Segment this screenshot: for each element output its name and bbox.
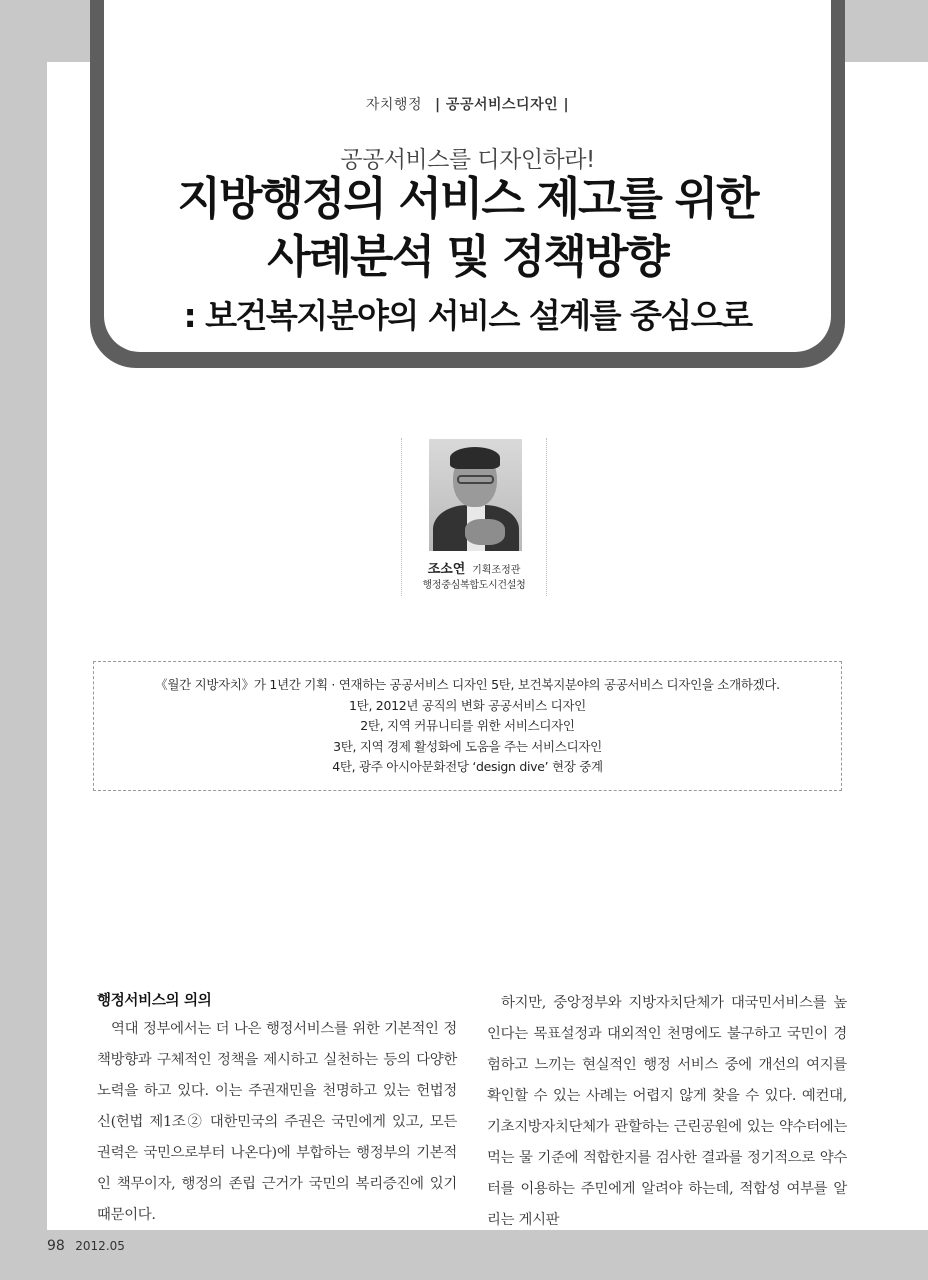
- category-name: | 공공서비스디자인 |: [434, 97, 570, 113]
- title-line-2: 사례분석 및 정책방향: [267, 230, 668, 283]
- intro-line: 2탄, 지역 커뮤니티를 위한 서비스디자인: [360, 718, 575, 733]
- page-number: 98: [47, 1238, 65, 1254]
- intro-line: 4탄, 광주 아시아문화전당 ‘design dive’ 현장 중계: [332, 759, 603, 774]
- intro-line: 3탄, 지역 경제 활성화에 도움을 주는 서비스디자인: [333, 738, 602, 754]
- article-title-sub: : 보건복지분야의 서비스 설계를 중심으로: [183, 296, 752, 335]
- article-subtitle: 공공서비스를 디자인하라!: [340, 147, 595, 173]
- section-heading: 행정서비스의 의의: [97, 993, 212, 1009]
- page-footer: [47, 1238, 125, 1254]
- intro-line: 1탄, 2012년 공직의 변화 공공서비스 디자인: [349, 697, 586, 713]
- author-position: 기획조정관: [472, 565, 521, 576]
- body-column-right: [487, 988, 847, 1236]
- section-name: 자치행정: [365, 97, 422, 113]
- author-name-line: [401, 558, 547, 577]
- body-paragraph: 역대 정부에서는 더 나은 행정서비스를 위한 기본적인 정책방향과 구체적인 정책을 제시하고 실천하는 등의 다양한 노력을 하고 있다. 이는 주권재민을 천명하고 있는 헌법정신(헌법 제1조② 대한민국의 주권은 국민에게 있고, 모든 권력은 국민으로부터 나온다)에 부합하는 행정부의 기본적인 책무이자, 행정의 존립 근거가 국민의 복리증진에 있기 때문이다.: [97, 1021, 457, 1223]
- section-label: [104, 94, 831, 114]
- body-column-left: [97, 988, 457, 1231]
- author-organization: 행정중심복합도시건설청: [422, 580, 526, 591]
- author-name: 조소연: [427, 562, 466, 577]
- series-intro-box: [93, 661, 842, 791]
- article-title: [104, 170, 831, 286]
- body-paragraph: 하지만, 중앙정부와 지방자치단체가 대국민서비스를 높인다는 목표설정과 대외적인 천명에도 불구하고 국민이 경험하고 느끼는 현실적인 행정 서비스 중에 개선의 여지를 확인할 수 있는 사례는 어렵지 않게 찾을 수 있다. 예컨대, 기초지방자치단체가 관할하는 근린공원에 있는 약수터에는 먹는 물 기준에 적합한지를 검사한 결과를 정기적으로 약수터를 이용하는 주민에게 알려야 하는데, 적합성 여부를 알리는 게시판: [487, 995, 847, 1228]
- intro-line: 《월간 지방자치》가 1년간 기획 · 연재하는 공공서비스 디자인 5탄, 보건복지분야의 공공서비스 디자인을 소개하겠다.: [155, 677, 780, 692]
- author-photo: [429, 439, 522, 551]
- issue-date: 2012.05: [75, 1239, 125, 1253]
- title-line-1: 지방행정의 서비스 제고를 위한: [177, 172, 758, 225]
